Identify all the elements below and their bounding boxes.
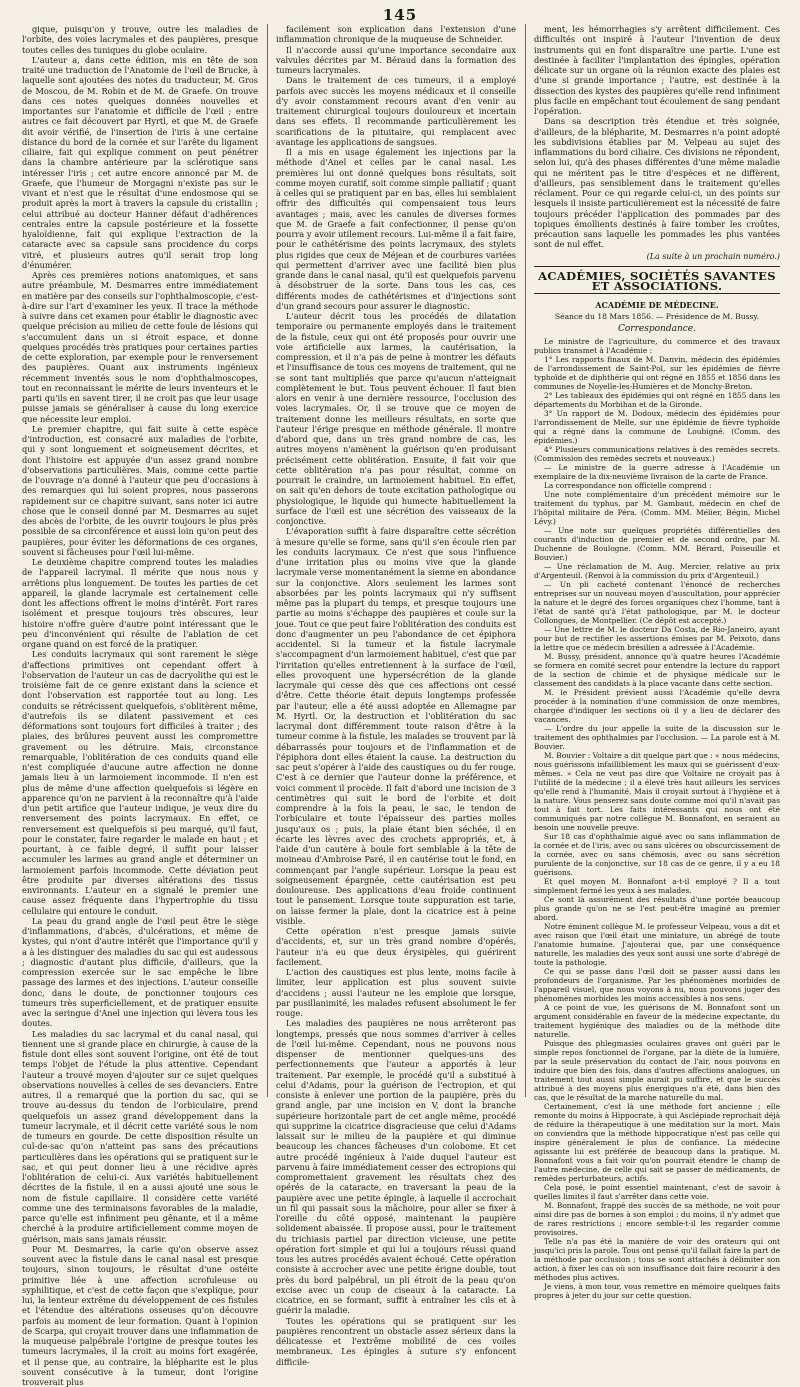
academy-name: ACADÉMIE DE MÉDECINE. bbox=[595, 300, 719, 311]
paragraph: 2° Les tableaux des épidémies qui ont régné en 1855 dans les départements du Morbihan et de la Gironde. bbox=[534, 391, 780, 409]
paragraph: Il a mis en usage également les injections par la méthode d'Anel et celles par le canal nasal. Les premières lui ont donné quelques bons résultats, soit comme moyen curatif, soit comme simple palliatif ; quant à celles qui se pratiquent par en bas, elles lui semblaient offrir des difficultés qui compensaient tous leurs avantages ; mais, avec les canules de diverses formes que M. de Graefe a fait confectionner, il pense qu'on pourra y avoir utilement recours. Lui-même il a fait faire, pour le cathétérisme des points lacrymaux, des stylets plus rigides que ceux de Méjean et de courbures variées qui permettent d'arriver avec une facilité bien plus grande dans le canal nasal, qu'il est quelquefois parvenu à désobstruer de la sorte. Dans tous les cas, ces différents modes de cathétérismes et d'injections sont d'un grand secours pour assurer le diagnostic. bbox=[276, 147, 516, 311]
paragraph: Le deuxième chapitre comprend toutes les maladies de l'appareil lacrymal. Il mérite que nous nous y arrêtions plus longuement. De toutes les parties de cet appareil, la glande lacrymale est certainement celle dont les affections offrent le moins d'intérêt. Fort rares isolément et presque toujours très obscures, leur histoire n'offre guère d'autre point intéressant que le peu d'inconvénient qui résulte de l'ablation de cet organe quand on est forcé de la pratiquer. bbox=[22, 557, 258, 649]
paragraph: Pour M. Desmarres, la carie qu'on observe assez souvent avec la fistule dans le canal nasal est presque toujours, sinon toujours, le résultat d'une ostéite primitive liée à une affection scrofuleuse ou syphilitique, et c'est de cette façon que s'explique, pour lui, la lenteur extrême du développement de ces fistules et l'étendue des altérations osseuses qu'on découvre parfois au moment de leur formation. Quant à l'opinion de Scarpa, qui croyait trouver dans une inflammation de la muqueuse palpébrale l'origine de presque toutes les tumeurs lacrymales, il la croit au moins fort exagérée, et il pense que, au contraire, la blépharite est le plus souvent consécutive à la tumeur, dont l'origine trouverait plus bbox=[22, 1243, 258, 1387]
continuation-note: (La suite à un prochain numéro.) bbox=[646, 251, 780, 261]
paragraph: — Une lettre de M. le docteur Da Costa, de Rio-Janeiro, ayant pour but de rectifier les assertions émises par M. Peixoto, dans la lettre que ce médecin brésilien a adressée à l'Académie. bbox=[534, 625, 780, 652]
paragraph: Le premier chapitre, qui fait suite à cette espèce d'introduction, est consacré aux maladies de l'orbite, qui y sont longuement et soigneusement décrites, et dont l'histoire est appuyée d'un assez grand nombre d'observations particulières. Mais, comme cette partie de l'ouvrage n'a donné à l'auteur que peu d'occasions à des remarques qui lui soient propres, nous passerons rapidement sur ce chapitre suivant, sans noter ici autre chose que le conseil donné par M. Desmarres au sujet des abcès de l'orbite, de les ouvrir toujours le plus près possible de sa circonférence et aussi loin qu'on peut des paupières, pour éviter les déformations de ces organes, souvent si fâcheuses pour l'œil lui-même. bbox=[22, 423, 258, 557]
paragraph: Le ministre de l'agriculture, du commerce et des travaux publics transmet à l'Académie : bbox=[534, 337, 780, 355]
paragraph: L'auteur a, dans cette édition, mis en tête de son traité une traduction de l'Anatomie de l'œil de Brucke, à laquelle sont ajoutées des notes du traducteur, M. Gros de Moscou, de M. Robin et de M. de Graefe. On trouve dans ces notes quelques données nouvelles et importantes sur l'anatomie et difficile de l'œil ; entre autres ce fait découvert par Hyrtl, et que M. de Graefe dit avoir vérifié, de l'insertion de l'iris à une certaine distance du bord de la cornée et sur l'arête du ligament ciliaire, fait qui explique comment on peut pénétrer dans la chambre antérieure par la sclérotique sans intéresser l'iris ; cet autre encore annoncé par M. de Graefe, que l'humeur de Morgagni n'existe pas sur le vivant et n'est que le résultat d'une endosmose qui se produit après la mort à travers la capsule du cristallin ; celui attribué au docteur Hanner défaut d'adhérences centrales entre la capsule postérieure et la fossette hyaloïdienne, fait qui explique l'extraction de la cataracte avec sa capsule sans procidence du corps vitré, et plusieurs autres qu'il serait trop long d'énumérer. bbox=[22, 54, 258, 270]
paragraph: — Une note sur quelques propriétés différentielles des courants d'induction de premier et de second ordre, par M. Duchenne de Boulogne. (Comm. MM. Bérard, Poiseuille et Bouvier.) bbox=[534, 526, 780, 562]
paragraph: — Une réclamation de M. Aug. Mercier, relative au prix d'Argenteuil. (Renvoi à la commission du prix d'Argenteuil.) bbox=[534, 562, 780, 580]
paragraph: M. Bonnafont, frappé des succès de sa méthode, ne voit pour ainsi dire pas de bornes à son emploi ; du moins, il n'y admet que de rares restrictions ; encore semble-t-il les regarder comme provisoires. bbox=[534, 1201, 780, 1237]
paragraph: Ce qui se passe dans l'œil doit se passer aussi dans les profondeurs de l'organisme. Par les phénomènes morbides de l'appareil visuel, que nous voyons à nu, nous pouvons juger des phénomènes morbides les moins accessibles à nos sens. bbox=[534, 967, 780, 1003]
paragraph: M. le Président prévient aussi l'Académie qu'elle devra procéder à la nomination d'une commission de onze membres, chargée d'indiquer les sections où il y a lieu de déclarer des vacances. bbox=[534, 688, 780, 724]
column-3 bbox=[534, 24, 781, 1300]
paragraph: gique, puisqu'on y trouve, outre les maladies de l'orbite, des voies lacrymales et des paupières, presque toutes celles des tuniques du globe oculaire. bbox=[22, 24, 258, 55]
paragraph: Sur 18 cas d'ophthalmie aiguë avec ou sans inflammation de la cornée et de l'iris, avec ou sans ulcères ou obscurcissement de la cornée, avec ou sans chémosis, avec ou sans sécrétion purulente de la conjonctive, sur 18 cas de ce genre, il y a eu 18 guérisons. bbox=[534, 832, 780, 877]
paragraph: Les maladies du sac lacrymal et du canal nasal, qui tiennent une si grande place en chirurgie, à cause de la fistule dont elles sont souvent l'origine, ont été de tout temps l'objet de l'étude la plus attentive. Cependant l'auteur a trouvé moyen d'ajouter sur ce sujet quelques observations nouvelles à celles de ses devanciers. Entre autres, il a remarqué que la portion du sac, qui se trouve au-dessus du tendon de l'orbiculaire, prend quelquefois un assez grand développement dans la tumeur lacrymale, et il décrit cette variété sous le nom de tumeurs en gourde. De cette disposition résulte un cul-de-sac qu'on n'atteint pas sans des précautions particulières dans les opérations qui se pratiquent sur le sac, et qui peut donner lieu à une récidive après l'oblitération de celui-ci. Aux variétés habituellement décrites de la fistule, il en a aussi ajouté une sous le nom de fistule capillaire. Il considère cette variété comme une des terminaisons favorables de la maladie, parce qu'elle est infiniment peu gênante, et il a même cherché à la produire artificiellement comme moyen de guérison, mais sans jamais réussir. bbox=[22, 1028, 258, 1244]
column-2 bbox=[276, 24, 517, 1367]
paragraph: Notre éminent collègue M. le professeur Velpeau, vous a dit et avec raison que l'œil était une miniature, un abrégé de toute l'anatomie humaine. J'ajouterai que, par une conséquence naturelle, les maladies des yeux sont aussi une sorte d'abrégé de toute la pathologie. bbox=[534, 922, 780, 967]
paragraph: L'évaporation suffit à faire disparaître cette sécrétion à mesure qu'elle se forme, sans qu'il s'en écoule rien par les conduits lacrymaux. Ce n'est que sous l'influence d'une irritation plus ou moins vive que la glande lacrymale verse momentanément la sienne en abondance sur la conjonctive. Alors seulement les larmes sont absorbées par les points lacrymaux qui n'y suffisent même pas la plupart du temps, et presque toujours une partie au moins s'échappe des paupières et coule sur la joue. Tout ce que peut faire l'oblitération des conduits est donc d'augmenter un peu l'abondance de cet épiphora accidentel. Si la tumeur et la fistule lacrymale s'accompagnent d'un larmoiement habituel, c'est que par l'irritation qu'elles entretiennent à la surface de l'œil, elles provoquent une hypersécrétion de la glande lacrymale qui cesse dès que ces affections ont cessé d'être. Cette théorie était depuis longtemps professée par l'auteur, elle a été aussi adoptée en Allemagne par M. Hyrtl. Or, la destruction et l'oblitération du sac lacrymal dont différemment toute raison d'être à la tumeur comme à la fistule, les malades se trouvent par là débarrassés pour toujours et de l'inflammation et de l'épiphora dont elles étaient la cause. La destruction du sac peut s'opérer à l'aide des caustiques ou du fer rouge. C'est à ce dernier que l'auteur donne la préférence, et voici comment il procède. Il fait d'abord une incision de 3 centimètres qui suit le bord de l'orbite et doit comprendre à la fois la peau, le sac, le tendon de l'orbiculaire et toute l'épaisseur des parties molles jusqu'aux os ; puis, la plaie étant bien séchée, il en écarte les lèvres avec des crochets appropriés, et, à l'aide d'un cautère à boule fort semblable à la tête de moineau d'Ambroise Paré, il en cautérise tout le fond, en commençant par l'angle supérieur. Lorsque la peau est soigneusement épargnée, cette cautérisation est peu douloureuse. Des applications d'eau froide continuent tout le pansement. Lorsque toute suppuration est tarie, on laisse fermer la plaie, dont la cicatrice est à peine visible. bbox=[276, 526, 517, 926]
paragraph: 3° Un rapport de M. Dodoux, médecin des épidémies pour l'arrondissement de Melle, sur une épidémie de fièvre typhoïde qui a régné dans la commune de Loubigné. (Comm. des épidémies.) bbox=[534, 409, 780, 445]
column-3-top-text bbox=[534, 24, 780, 250]
paragraph: Dans le traitement de ces tumeurs, il a employé parfois avec succès les moyens médicaux et il conseille d'y avoir constamment recours avant d'en venir au traitement chirurgical toujours douloureux et incertain dans ses effets. Il recommande particulièrement les scarifications de la pituitaire, qui remplacent avec avantage les applications de sangsues. bbox=[276, 75, 516, 147]
paragraph: Telle n'a pas été la manière de voir des orateurs qui ont jusqu'ici pris la parole. Tous ont pensé qu'il fallait faire la part de la méthode par occlusion ; tous se sont attachés à délimiter son action, à fixer les cas où son insuffisance doit faire recourir à des méthodes plus actives. bbox=[534, 1237, 780, 1282]
paragraph: Il n'accorde aussi qu'une importance secondaire aux valvules décrites par M. Béraud dans la formation des tumeurs lacrymales. bbox=[276, 44, 516, 75]
paragraph: Et quel moyen M. Bonnafont a-t-il employé ? Il a tout simplement fermé les yeux à ses malades. bbox=[534, 877, 780, 895]
paragraph: Toutes les opérations qui se pratiquent sur les paupières rencontrent un obstacle assez sérieux dans la délicatesse et l'extrême mobilité de ces voiles membraneux. Les épingles à suture s'y enfoncent difficile- bbox=[276, 1315, 516, 1367]
paragraph: Cette opération n'est presque jamais suivie d'accidents, et, sur un très grand nombre d'opérés, l'auteur n'a eu que deux érysipèles, qui guérirent facilement. bbox=[276, 926, 516, 967]
section-rule bbox=[534, 293, 780, 294]
section-heading: ACADÉMIES, SOCIÉTÉS SAVANTES ET ASSOCIATIONS. bbox=[538, 268, 776, 293]
paragraph: — Le ministre de la guerre adresse à l'Académie un exemplaire de la dix-neuvième livraison de la carte de France. bbox=[534, 463, 780, 481]
paragraph: Une note complémentaire d'un précédent mémoire sur le traitement du typhus, par M. Gambaut, médecin en chef de l'hôpital militaire de Péra. (Comm. MM. Mélier, Bégin, Michel Lévy.) bbox=[534, 490, 780, 526]
paragraph: Dans sa description très étendue et très soignée, d'ailleurs, de la blépharite, M. Desmarres n'a point adopté les subdivisions établies par M. Velpeau au sujet des inflammations du bord ciliaire. Ces divisions ne répondent, selon lui, qu'à des phases différentes d'une même maladie qui ne méritent pas le titre d'espèces et ne diffèrent, d'ailleurs, pas sensiblement dans le traitement qu'elles réclament. Pour ce qui regarde celui-ci, un des points sur lesquels il insiste particulièrement est la nécessité de faire toujours précéder l'application des pommades par des topiques émollients destinés à faire tomber les croûtes, précaution sans laquelle les pommades les plus vantées sont de nul effet. bbox=[534, 116, 780, 250]
column-divider bbox=[267, 24, 268, 1097]
paragraph: — Un pli cacheté contenant l'énoncé de recherches entreprises sur un nouveau moyen d'auscultation, pour apprécier la nature et le degré des forces organiques chez l'homme, tant à l'état de santé qu'à l'état pathologique, par M. le docteur Collongues, de Montpellier. (Ce dépôt est accepté.) bbox=[534, 580, 781, 625]
paragraph: M. Bussy, président, annonce qu'à quatre heures l'Académie se formera en comité secret pour entendre la lecture du rapport de la section de chimie et de physique médicale sur le classement des candidats à la place vacante dans cette section. bbox=[534, 652, 780, 688]
paragraph: La peau du grand angle de l'œil peut être le siège d'inflammations, d'abcès, d'ulcérations, et même de kystes, qui n'ont d'autre intérêt que l'importance qu'il y a à les distinguer des maladies du sac qui est audessous ; diagnostic d'autant plus difficile, d'ailleurs, que la compression exercée sur le sac empêche le libre passage des larmes et des injections. L'auteur conseille donc, dans le doute, de ponctionner toujours ces tumeurs très superficiellement, et de pratiquer ensuite avec la seringue d'Anel une injection qui lèvera tous les doutes. bbox=[22, 915, 258, 1029]
paragraph: Ce sont là assurément des résultats d'une portée beaucoup plus grande qu'on ne se l'est peut-être imaginé au premier abord. bbox=[534, 895, 780, 922]
paragraph: 1° Les rapports finaux de M. Danvin, médecin des épidémies de l'arrondissement de Saint-Pol, sur les épidémies de fièvre typhoïde et de diphthérie qui ont régné en 1855 et 1856 dans les communes de Noyelle-les-Humières et de Monchy-Breton. bbox=[534, 355, 780, 391]
correspondence-heading: Correspondance. bbox=[618, 323, 696, 334]
paragraph: Les maladies des paupières ne nous arrêteront pas longtemps, pressés que nous sommes d'arriver à celles de l'œil lui-même. Cependant, nous ne pouvons nous dispenser de mentionner quelques-uns des perfectionnements que l'auteur a apportés à leur traitement. Par exemple, le procédé qu'il a substitué à celui d'Adams, pour la guérison de l'ectropion, et qui consiste à enlever une portion de la paupière, près du grand angle, par une incision en V, dont la branche supérieure horizontale part de cet angle même, procédé qui supprime la cicatrice disgracieuse que celui d'Adams laissait sur le milieu de la paupière et qui diminue beaucoup les chances fâcheuses d'un colobome. Et cet autre procédé ingénieux à l'aide duquel l'auteur est parvenu à faire immédiatement cesser des ectropions qui compromettaient gravement les résultats chez des opérés de la cataracte, en traversant la peau de la paupière avec une petite épingle, à laquelle il accrochait un fil qui passait sous la mâchoire, pour aller se fixer à l'oreille du côté opposé, maintenant la paupière solidement abaissée. Il propose aussi, pour le traitement du trichiasis partiel par direction vicieuse, une petite opération fort simple et qui lui a toujours réussi quand tous les autres procédés avaient échoué. Cette opération consiste à accrocher avec une petite érigne double, tout près du bord palpébral, un pli étroit de la peau qu'on excise avec un coup de ciseaux à la cataracte. La cicatrice, en se formant, suffit à entraîner les cils et à guérir la maladie. bbox=[276, 1018, 516, 1316]
paragraph: M. Bouvier : Voltaire a dit quelque part que : « nous médecins, nous guérissons infailliblement les maux qui se guérissent d'eux-mêmes. » Cela ne veut pas dire que Voltaire ne croyait pas à l'utilité de la médecine ; il a élevé très haut ailleurs les services qu'elle rend à l'humanité. Mais il croyait surtout à l'hygiène et à la nature. Vous penserez sans doute comme moi qu'il n'avait pas tout à fait tort. Les faits intéressants qui nous ont été communiqués par notre collègue M. Bonnafont, en seraient au besoin une nouvelle preuve. bbox=[534, 751, 780, 832]
paragraph: ment, les hémorrhagies s'y arrêtent difficilement. Ces difficultés ont inspiré à l'auteur l'invention de deux instruments qui en font disparaître une partie. L'une est destinée à faciliter l'implantation des épingles, opération délicate sur un organe où la réunion exacte des plaies est d'une si grande importance ; l'autre, est destinée à la dissection des kystes des paupières qu'elle rend infiniment plus facile en empêchant tout écoulement de sang pendant l'opération. bbox=[534, 24, 780, 116]
paragraph: Certainement, c'est là une méthode fort ancienne ; elle remonte du moins à Hippocrate, à qui Asclépiade reprochait déjà de réduire la thérapeutique à une méditation sur la mort. Mais on conviendra que la méthode hippocratique n'est pas celle qui inspire généralement le plus de confiance. La médecine agissante lui est préférée de beaucoup dans la pratique. M. Bonnafont vous a fait voir qu'on pourrait étendre le champ de l'autre médecine, de celle qui sait se passer de médicaments, de remèdes perturbateurs, actifs. bbox=[534, 1102, 780, 1183]
paragraph: Les conduits lacrymaux qui sont rarement le siège d'affections primitives ont cependant offert à l'observation de l'auteur un cas de dacryolithe qui est le troisième fait de ce genre existant dans la science et dont l'observation est rapportée tout au long. Les conduits se rétrécissent quelquefois, s'oblitèrent même, d'autrefois ils se dilatent passivement et ces déformations sont toujours fort difficiles à traiter ; des plaies, des brûlures peuvent aussi les compromettre gravement ou les détruire. Mais, circonstance remarquable, l'oblitération de ces conduits quand elle n'est compliquée d'aucune autre affection ne donne jamais lieu à un larmoiement incommode. Il n'en est plus de même d'une affection quelquefois si légère en apparence qu'on ne parvient à la reconnaître qu'à l'aide d'un petit artifice que l'auteur indique, je veux dire du renversement des points lacrymaux. En effet, ce renversement est quelquefois si peu marqué, qu'il faut, pour le constater, faire regarder le malade en haut ; et pourtant, à ce faible degré, il suffit pour laisser accumuler les larmes au grand angle et déterminer un larmoiement parfois incommode. Cette déviation peut être produite par diverses altérations des tissus environnants. L'auteur en a signalé le premier une cause assez fréquente dans l'hypertrophie du tissu cellulaire qui entoure le conduit. bbox=[22, 649, 258, 916]
paragraph: Je viens, à mon tour, vous remettre en mémoire quelques faits propres à jeter du jour sur cette question. bbox=[534, 1282, 780, 1300]
paragraph: — L'ordre du jour appelle la suite de la discussion sur le traitement des ophthalmies par l'occlusion. — La parole est à M. Bouvier. bbox=[534, 724, 780, 751]
column-divider bbox=[525, 24, 526, 1097]
paragraph: L'action des caustiques est plus lente, moins facile à limiter, leur application est plus souvent suivie d'accidens ; aussi l'auteur ne les emploie que lorsque, par pusillanimité, les malades refusent absolument le fer rouge. bbox=[276, 967, 516, 1018]
paragraph: Cela posé, le point essentiel maintenant, c'est de savoir à quelles limites il faut s'arrêter dans cette voie. bbox=[534, 1183, 780, 1201]
column-1 bbox=[22, 24, 258, 1387]
paragraph: L'auteur décrit tous les procédés de dilatation temporaire ou permanente employés dans le traitement de la fistule, ceux qui ont été proposés pour ouvrir une voie artificielle aux larmes, la cautérisation, la compression, et il n'a pas de peine à montrer les défauts et l'insuffisance de tous ces moyens de traitement, qui ne se sont tant multipliés que parce qu'aucun n'atteignait complètement le but. Tous peuvent échouer. Il faut bien alors en venir à une dernière ressource, l'occlusion des voies lacrymales. Or, il se trouve que ce moyen de traitement donne les meilleurs résultats, en sorte que l'auteur l'érige presque en méthode générale. Il montre d'abord que, dans un très grand nombre de cas, les autres moyens n'amènent la guérison qu'en produisant précisément cette oblitération. Ensuite, il fait voir que cette oblitération n'a pas pour résultat, comme on pourrait le craindre, un larmoiement habituel. En effet, on sait qu'en dehors de toute excitation pathologique ou physiologique, le liquide qui humecte habituellement la surface de l'œil est une sécrétion des vaisseaux de la conjonctive. bbox=[276, 311, 516, 526]
paragraph: A ce point de vue, les guérisons de M. Bonnafont sont un argument considérable en faveur de la médecine expectante, du traitement hygiénique des maladies ou de la méthode dite naturelle. bbox=[534, 1003, 780, 1039]
paragraph: La correspondance non officielle comprend : bbox=[544, 481, 712, 490]
paragraph: Après ces premières notions anatomiques, et sans autre préambule, M. Desmarres entre immédiatement en matière par des conseils sur l'ophthalmoscopie, c'est-à-dire sur l'art d'examiner les yeux. Il trace la méthode à suivre dans cet examen pour établir le diagnostic avec quelque précision au milieu de cette foule de lésions qui s'accumulent dans un si étroit espace, et donne quelques procédés très pratiques pour certaines parties de cette exploration, par exemple pour le renversement des paupières. Quant aux instruments ingénieux récemment inventés sous le nom d'ophthalmoscopes, tout en reconnaissant le mérite de leurs inventeurs et le parti qu'ils en savent tirer, il ne croit pas que leur usage puisse jamais se généraliser à cause du long exercice que nécessite leur emploi. bbox=[22, 270, 258, 424]
section-rule bbox=[534, 266, 780, 267]
paragraph: Puisque des phlegmasies oculaires graves ont guéri par le simple repos fonctionnel de l'organe, par la diète de la lumière, par la seule préservation du contact de l'air, nous pouvons en induire que bien des fois, dans d'autres affections analogues, un traitement tout aussi simple aurait pu suffire, et que le succès attribué à des moyens plus énergiques n'a été, dans bien des cas, que le résultat de la marche naturelle du mal. bbox=[534, 1039, 780, 1102]
page-number: 145 bbox=[382, 6, 418, 24]
paragraph: facilement son explication dans l'extension d'une inflammation chronique de la muqueuse de Schneider. bbox=[276, 24, 516, 45]
session-line: Séance du 18 Mars 1856. — Présidence de M. Bussy. bbox=[554, 311, 760, 321]
column-3-body-text bbox=[534, 337, 780, 1300]
paragraph: 4° Plusieurs communications relatives à des remèdes secrets. (Commission des remèdes secrets et nouveaux.) bbox=[534, 445, 780, 463]
